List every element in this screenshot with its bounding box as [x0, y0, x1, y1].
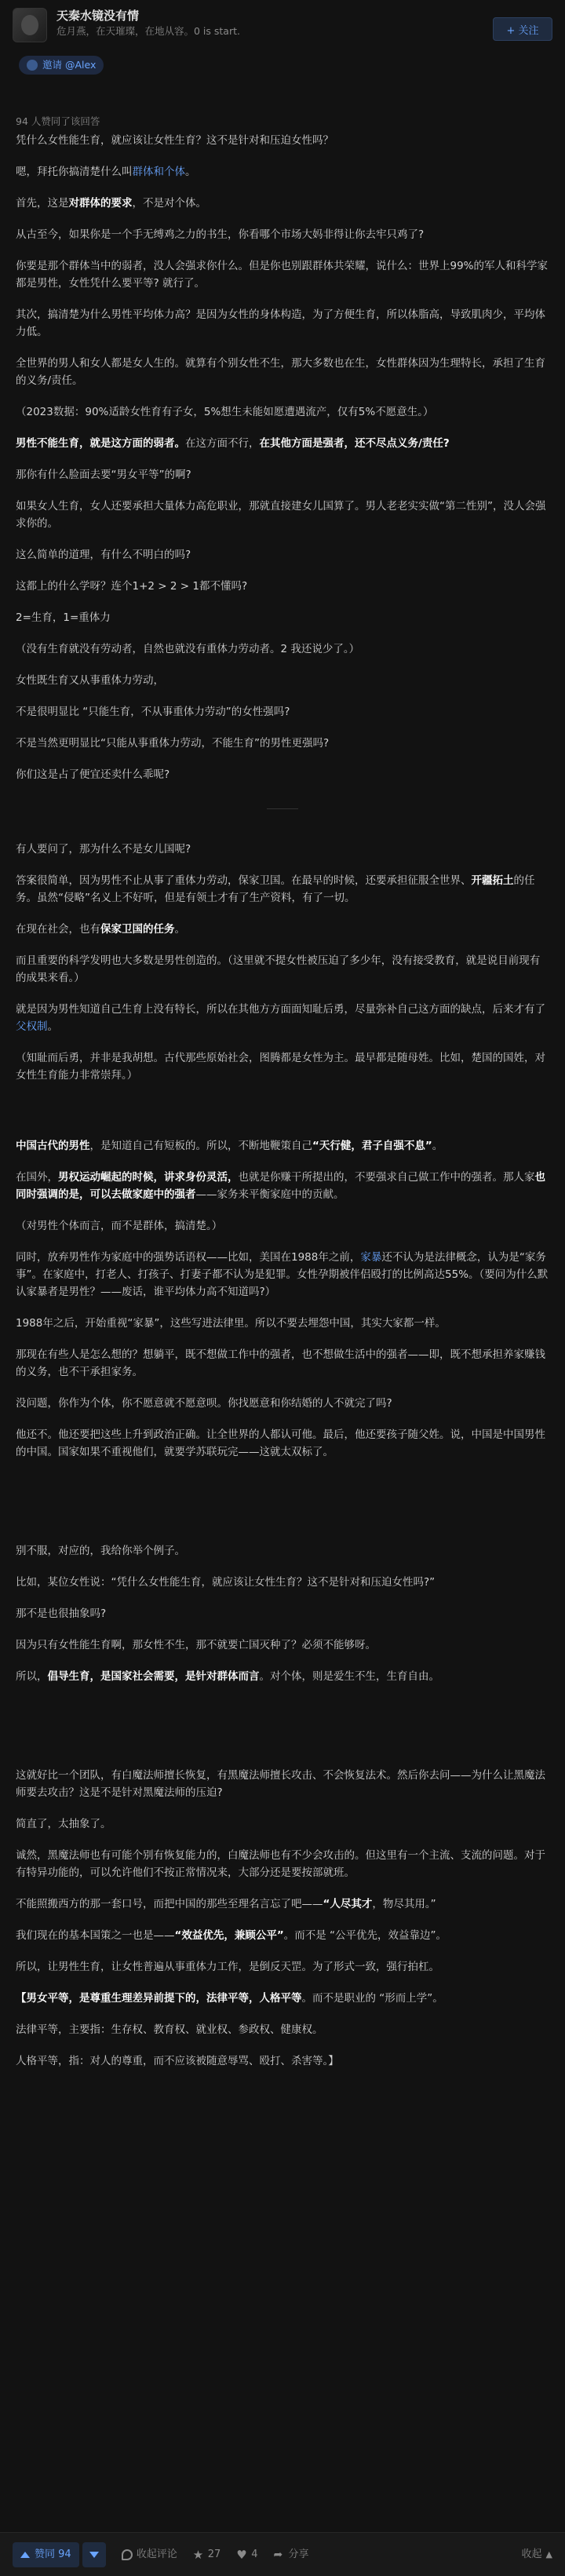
text-run: 所以，让男性生育，让女性普遍从事重体力工作，是倒反天罡。为了形式一致，强行拍杠。	[16, 1961, 439, 1973]
paragraph	[16, 1990, 549, 2007]
inline-link[interactable]: 群体和个体	[132, 166, 185, 178]
paragraph	[16, 872, 549, 907]
text-run: 你们这是占了便宜还卖什么乖呢?	[16, 768, 170, 781]
invite-row	[0, 50, 565, 80]
text-run: 那现在有些人是怎么想的？想躺平，既不想做工作中的强者，也不想做生活中的强者——即，既不想承担养家赚钱的义务，也不干承担家务。	[16, 1348, 545, 1378]
text-run: 就是因为男性知道自己生育上没有特长，所以在其他方方面面知耻后勇，尽量弥补自己这方面的缺点，后来才有了	[16, 1003, 545, 1016]
upvote-button[interactable]	[13, 2542, 79, 2567]
paragraph	[16, 435, 549, 452]
bold-text: 也同时强调的是，可以去做家庭中的强者	[16, 1171, 545, 1201]
paragraph	[16, 306, 549, 341]
bold-text: “效益优先，兼顾公平”	[174, 1929, 284, 1942]
heart-icon: ♥	[236, 2547, 247, 2562]
paragraph	[16, 1896, 549, 1913]
paragraph	[16, 403, 549, 421]
paragraph	[16, 640, 549, 658]
action-bar	[0, 2532, 565, 2576]
downvote-arrow-icon	[89, 2552, 99, 2558]
text-run: 这就好比一个团队，有白魔法师擅长恢复，有黑魔法师擅长攻击、不会恢复法术。然后你去问——为什么让黑魔法师要去攻击？这是不是针对黑魔法师的压迫?	[16, 1769, 545, 1799]
paragraph	[16, 498, 549, 532]
paragraph	[16, 1137, 549, 1155]
text-run: ，不是对个体。	[132, 197, 206, 210]
bold-text: “天行健，君子自强不息”	[312, 1140, 432, 1152]
paragraph	[16, 1217, 549, 1235]
text-run: 别不服，对应的，我给你举个例子。	[16, 1545, 185, 1557]
paragraph	[16, 841, 549, 858]
text-run: 。而不是 “公平优先，效益靠边”。	[283, 1929, 447, 1942]
text-run: 他还不。他还要把这些上升到政治正确。让全世界的人都认可他。最后，他还要孩子随父姓。说，中国是中国男性的中国。国家如果不重视他们，就要学苏联玩完——这就太双标了。	[16, 1428, 545, 1458]
text-run: 人格平等，指：对人的尊重，而不应该被随意辱骂、殴打、杀害等。】	[16, 2055, 339, 2067]
text-run: 凭什么女性能生育，就应该让女性生育？这不是针对和压迫女性吗？	[16, 134, 334, 147]
paragraph	[16, 735, 549, 752]
text-run: 还不认为是法律概念，认为是“家务事”。在家庭中，打老人、打孩子、打妻子都不认为是犯罪。女性孕期被伴侣殴打的比例高达55%。（要问为什么默认家暴者是男性？——废话，谁平均体力高不知道吗?）	[16, 1251, 549, 1298]
bold-text: 男权运动崛起的时候，讲求身份灵活，	[58, 1171, 239, 1184]
text-run: 的任务。虽然“侵略”名义上不好听，但是有领土才有了生产资料，有了一切。	[16, 874, 535, 904]
paragraph	[16, 703, 549, 721]
text-run: 简直了，太抽象了。	[16, 1818, 111, 1830]
paragraph	[16, 355, 549, 389]
text-run: ——家务来平衡家庭中的贡献。	[195, 1188, 344, 1201]
paragraph	[16, 1605, 549, 1622]
text-run: （知耻而后勇，并非是我胡想。古代那些原始社会，图腾都是女性为主。最早都是随母姓。比如，楚国的国姓，对女性生育能力非常崇拜。）	[16, 1052, 545, 1082]
invite-icon	[27, 60, 38, 71]
paragraph	[16, 1927, 549, 1944]
bold-text: 【男女平等，是尊重生理差异前提下的，法律平等，人格平等	[16, 1992, 302, 2005]
paragraph	[16, 952, 549, 987]
paragraph	[16, 1815, 549, 1833]
paragraph	[16, 578, 549, 595]
text-run: 有人要问了，那为什么不是女儿国呢?	[16, 843, 191, 856]
bold-text: 对群体的要求	[68, 197, 133, 210]
text-run: 答案很简单，因为男性不止从事了重体力劳动，保家卫国。在最早的时候，还要承担征服全世界、	[16, 874, 472, 887]
avatar[interactable]	[13, 8, 47, 42]
comment-label: 收起评论	[136, 2548, 177, 2560]
chevron-up-icon: ▲	[545, 2549, 552, 2560]
paragraph	[16, 1958, 549, 1976]
paragraph	[16, 1315, 549, 1332]
paragraph	[16, 132, 549, 149]
text-run: 2=生育，1=重体力	[16, 611, 111, 624]
upvote-label: 赞同 94	[35, 2548, 71, 2560]
paragraph	[16, 195, 549, 212]
upvote-count: 94 人赞同了该回答	[16, 115, 100, 127]
text-run: 其次，搞清楚为什么男性平均体力高？是因为女性的身体构造，为了方便生育，所以体脂高，导致肌肉少，平均体力低。	[16, 308, 545, 338]
answer-content	[0, 132, 565, 2070]
collapse-button[interactable]	[522, 2546, 552, 2563]
text-run: ，物尽其用。”	[372, 1898, 436, 1910]
paragraph	[16, 1249, 549, 1301]
bold-text: 在其他方面是强者，还不尽点义务/责任?	[259, 437, 450, 450]
text-run: 而且重要的科学发明也大多数是男性创造的。（这里就不提女性被压迫了多少年，没有接受教育，就是说目前现有的成果来看。）	[16, 954, 541, 984]
paragraph	[16, 1169, 549, 1203]
like-button[interactable]	[236, 2546, 257, 2563]
text-run: 所以，	[16, 1670, 48, 1683]
text-run: 如果女人生育，女人还要承担大量体力高危职业，那就直接建女儿国算了。男人老老实实做“第二性别”，没人会强求你的。	[16, 500, 546, 530]
like-count: 4	[251, 2548, 258, 2560]
text-run: 不是当然更明显比“只能从事重体力劳动，不能生育”的男性更强吗?	[16, 737, 330, 750]
paragraph	[16, 1001, 549, 1035]
text-run: 那不是也很抽象吗?	[16, 1607, 107, 1620]
text-run: 女性既生育又从事重体力劳动，	[16, 674, 164, 687]
text-run: （没有生育就没有劳动者，自然也就没有重体力劳动者。2 我还说少了。）	[16, 643, 360, 655]
author-name[interactable]: 天秦水镜没有情	[56, 9, 140, 23]
text-run: 你要是那个群体当中的弱者，没人会强求你什么。但是你也别跟群体共荣耀，说什么：世界上99%的军人和科学家都是男性，女性凭什么要平等? 就行了。	[16, 260, 549, 290]
paragraph	[16, 609, 549, 626]
text-run: 全世界的男人和女人都是女人生的。就算有个别女性不生，那大多数也在生，女性群体因为生理特长，承担了生育的义务/责任。	[16, 357, 545, 387]
text-run: 不是很明显比 “只能生育，不从事重体力劳动”的女性强吗?	[16, 706, 290, 718]
share-label: 分享	[288, 2548, 309, 2560]
text-run: 。	[185, 166, 196, 178]
text-run: 也就是你赚干所提出的，不要强求自己做工作中的强者。那人家	[238, 1171, 535, 1184]
paragraph	[16, 766, 549, 783]
paragraph	[16, 163, 549, 181]
author-bio: 危月燕，在天璀璨，在地从容。0 is start.	[56, 25, 240, 37]
text-run: 嗯，拜托你搞清楚什么叫	[16, 166, 133, 178]
text-run: （对男性个体而言，而不是群体，搞清楚。）	[16, 1220, 223, 1232]
downvote-button[interactable]	[82, 2542, 106, 2567]
favorite-button[interactable]	[193, 2546, 221, 2563]
text-run: 比如，某位女性说：“凭什么女性能生育，就应该让女性生育？这不是针对和压迫女性吗?”	[16, 1576, 436, 1589]
paragraph	[16, 1426, 549, 1461]
text-run: 在国外，	[16, 1171, 58, 1184]
paragraph	[16, 1395, 549, 1412]
author-info	[56, 8, 493, 39]
paragraph	[16, 1542, 549, 1560]
paragraph	[16, 2021, 549, 2038]
follow-button[interactable]: + 关注	[493, 17, 552, 41]
favorite-count: 27	[207, 2548, 221, 2560]
star-icon: ★	[192, 2547, 204, 2562]
bold-text: 中国古代的男性	[16, 1140, 90, 1152]
text-run: 。	[432, 1140, 443, 1152]
paragraph	[16, 546, 549, 564]
text-run: 。对个体，则是爱生不生，生育自由。	[259, 1670, 439, 1683]
text-run: 没问题，你作为个体，你不愿意就不愿意呗。你找愿意和你结婚的人不就完了吗?	[16, 1397, 392, 1410]
share-icon: ➦	[273, 2548, 283, 2561]
paragraph	[16, 2052, 549, 2070]
text-run: 诚然，黑魔法师也有可能个别有恢复能力的，白魔法师也有不少会攻击的。但这里有一个主流、支流的问题。对于有特异功能的，可以允许他们不按正常情况来，大部分还是要按部就班。	[16, 1849, 545, 1879]
comment-button[interactable]	[122, 2546, 177, 2563]
share-button[interactable]	[274, 2546, 309, 2563]
paragraph	[16, 1767, 549, 1801]
inline-link[interactable]: 家暴	[360, 1251, 382, 1264]
paragraph	[16, 1847, 549, 1881]
paragraph	[16, 672, 549, 689]
paragraph	[16, 1668, 549, 1685]
paragraph	[16, 1636, 549, 1654]
paragraph	[16, 226, 549, 243]
collapse-label: 收起	[521, 2548, 542, 2560]
bold-text: 保家卫国的任务	[100, 923, 175, 936]
text-run: 这么简单的道理，有什么不明白的吗?	[16, 549, 191, 561]
text-run: 。	[174, 923, 185, 936]
text-run: 1988年之后，开始重视“家暴”，这些写进法律里。所以不要去埋怨中国，其实大家都一样。	[16, 1317, 446, 1330]
bold-text: “人尽其才	[323, 1898, 373, 1910]
text-run: （2023数据：90%适龄女性育有子女，5%想生未能如愿遭遇流产，仅有5%不愿意生。）	[16, 406, 434, 418]
paragraph	[16, 1049, 549, 1084]
invite-label: 邀请 @Alex	[42, 59, 97, 71]
comment-icon	[122, 2549, 133, 2560]
text-run: 。而不是职业的 “形而上学”。	[301, 1992, 443, 2005]
text-run: 这都上的什么学呀？连个1+2 > 2 > 1都不懂吗?	[16, 580, 248, 593]
paragraph	[16, 921, 549, 938]
text-run: 首先，这是	[16, 197, 69, 210]
bold-text: 倡导生育，是国家社会需要，是针对群体而言	[47, 1670, 260, 1683]
paragraph	[16, 1346, 549, 1381]
author-bar	[0, 0, 565, 50]
text-run: 那你有什么脸面去要“男女平等”的啊?	[16, 469, 191, 481]
text-run: 同时，放弃男性作为家庭中的强势话语权——比如，美国在1988年之前，	[16, 1251, 361, 1264]
paragraph	[16, 466, 549, 483]
bold-text: 男性不能生育，就是这方面的弱者。	[16, 437, 185, 450]
text-run: 从古至今，如果你是一个手无缚鸡之力的书生，你看哪个市场大妈非得让你去牢只鸡了?	[16, 228, 425, 241]
section-divider	[267, 808, 298, 809]
paragraph	[16, 257, 549, 292]
bold-text: 开疆拓土	[471, 874, 514, 887]
text-run: 我们现在的基本国策之一也是——	[16, 1929, 175, 1942]
text-run: 因为只有女性能生育啊，那女性不生，那不就要亡国灭种了？必须不能够呀。	[16, 1639, 376, 1651]
text-run: 。	[47, 1020, 58, 1033]
text-run: 在这方面不行，	[185, 437, 260, 450]
inline-link[interactable]: 父权制	[16, 1020, 48, 1033]
text-run: ，是知道自己有短板的。所以，不断地鞭策自己	[89, 1140, 312, 1152]
text-run: 不能照搬西方的那一套口号，而把中国的那些至理名言忘了吧——	[16, 1898, 323, 1910]
paragraph	[16, 1574, 549, 1591]
text-run: 在现在社会，也有	[16, 923, 100, 936]
upvote-arrow-icon	[20, 2552, 30, 2558]
invite-chip[interactable]	[19, 56, 104, 75]
text-run: 法律平等，主要指：生存权、教育权、就业权、参政权、健康权。	[16, 2023, 323, 2036]
